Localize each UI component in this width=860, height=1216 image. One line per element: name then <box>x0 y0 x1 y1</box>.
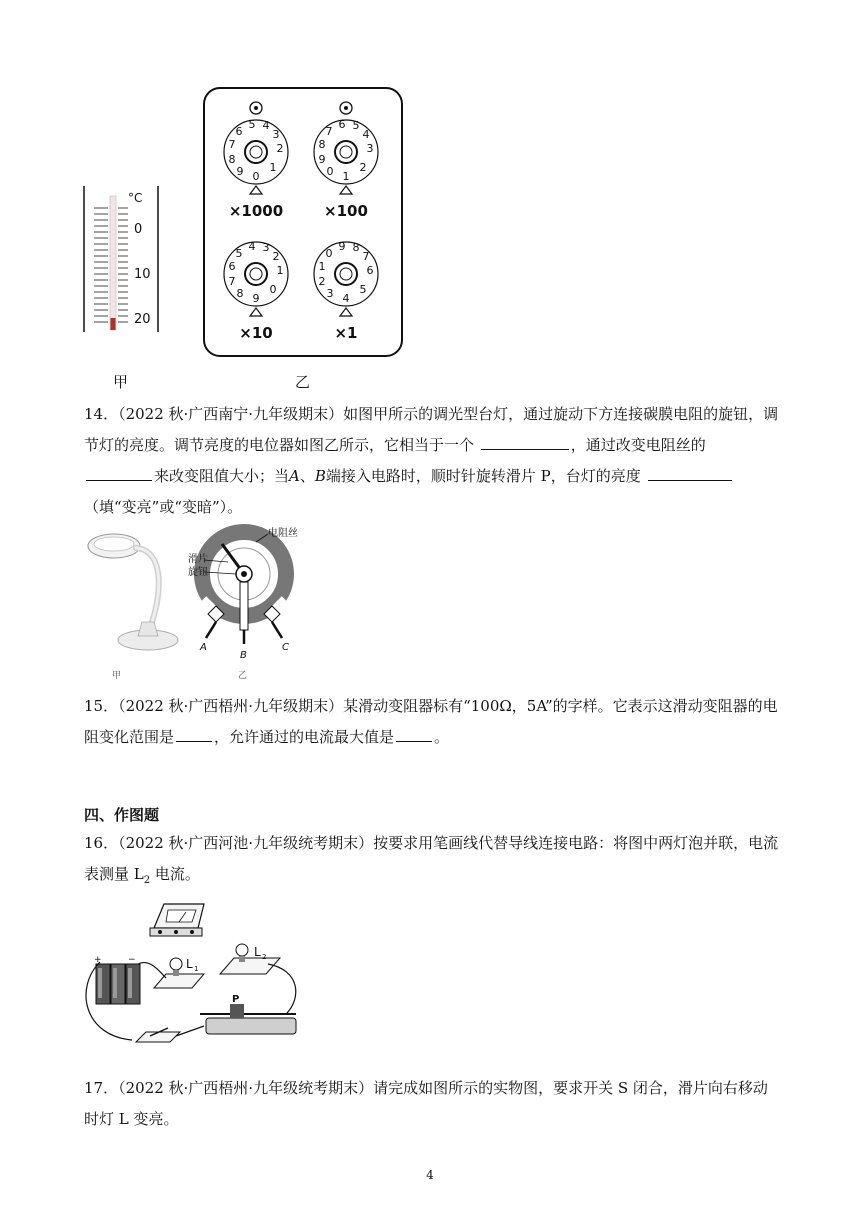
svg-text:2: 2 <box>359 161 367 174</box>
q16-text-a: 16．（2022 秋·广西河池·九年级统考期末）按要求用笔画线代替导线连接电路：将图中两灯泡并联，电流表测量 L <box>84 834 779 883</box>
svg-text:1: 1 <box>269 161 277 174</box>
q15-text-a: 15．（2022 秋·广西梧州·九年级期末）某滑动变阻器标有“100Ω，5A”的字样。它表示这滑动变阻器的电阻变化范围是 <box>84 697 778 746</box>
lamp-l1-label: L <box>186 957 193 971</box>
svg-text:3: 3 <box>272 128 280 141</box>
terminal-c: C <box>282 642 289 653</box>
svg-text:5: 5 <box>352 119 360 132</box>
svg-text:3: 3 <box>326 287 334 300</box>
caption-yi-q14: 乙 <box>238 671 248 681</box>
svg-text:2: 2 <box>276 142 284 155</box>
q14-text-b: ，通过改变电阻丝的 <box>570 436 706 454</box>
thermometer-drawing <box>80 180 170 340</box>
thermometer-unit: °C <box>128 191 143 205</box>
q14-var-a: A <box>289 467 300 485</box>
battery-plus: + <box>94 955 102 965</box>
lamp-potentiometer-drawing <box>84 522 324 682</box>
lamp-l2-sub: 2 <box>262 953 267 961</box>
resistance-box-figure <box>200 84 406 360</box>
q14-blank-2[interactable] <box>86 462 152 481</box>
q14-blank-1[interactable] <box>481 431 569 450</box>
q14-text-c: 来改变阻值大小；当 <box>154 467 290 485</box>
q16-circuit-figure <box>80 898 312 1068</box>
caption-jia-top: 甲 <box>113 373 129 391</box>
svg-text:7: 7 <box>228 275 236 288</box>
svg-text:8: 8 <box>236 287 244 300</box>
svg-text:0: 0 <box>269 283 277 296</box>
q15-text-c: 。 <box>434 728 450 746</box>
rheostat-slider-label: P <box>232 994 240 1005</box>
knob-label-10: ×10 <box>239 324 273 342</box>
svg-text:0: 0 <box>326 165 334 178</box>
svg-text:7: 7 <box>228 138 236 151</box>
svg-text:7: 7 <box>325 125 333 138</box>
q15-text-b: ，允许通过的电流最大值是 <box>214 728 395 746</box>
lamp-l1-sub: 1 <box>194 965 199 973</box>
question-15 <box>84 691 780 753</box>
svg-text:4: 4 <box>342 292 350 305</box>
q14-var-b: B <box>314 467 326 485</box>
svg-text:4: 4 <box>362 128 370 141</box>
page-number: 4 <box>426 1168 434 1182</box>
lamp-l2-label: L <box>254 945 261 959</box>
terminal-a: A <box>200 642 207 653</box>
knob-label-1: ×1 <box>334 324 358 342</box>
q14-text-e: （填“变亮”或“变暗”）。 <box>84 498 243 516</box>
circuit-drawing <box>80 898 312 1068</box>
svg-text:4: 4 <box>248 240 256 253</box>
svg-text:1: 1 <box>318 260 326 273</box>
battery-minus: − <box>128 955 136 965</box>
knob-label-100: ×100 <box>324 202 368 220</box>
svg-text:5: 5 <box>359 283 367 296</box>
svg-text:2: 2 <box>318 275 326 288</box>
caption-yi-top: 乙 <box>295 373 311 391</box>
svg-text:1: 1 <box>276 264 284 277</box>
label-slider: 滑片 <box>188 554 208 565</box>
svg-text:3: 3 <box>262 241 270 254</box>
svg-text:9: 9 <box>236 165 244 178</box>
thermometer-tick-10: 10 <box>134 267 151 282</box>
svg-text:6: 6 <box>235 125 243 138</box>
caption-jia-q14: 甲 <box>112 671 122 681</box>
svg-text:8: 8 <box>318 138 326 151</box>
q15-blank-2[interactable] <box>396 723 432 742</box>
svg-text:8: 8 <box>352 241 360 254</box>
svg-text:0: 0 <box>325 247 333 260</box>
q14-text-d: 端接入电路时，顺时针旋转滑片 P，台灯的亮度 <box>325 467 641 485</box>
svg-text:2: 2 <box>272 250 280 263</box>
terminal-b: B <box>240 650 247 661</box>
q14-text-a: 14．（2022 秋·广西南宁·九年级期末）如图甲所示的调光型台灯，通过旋动下方连接碳膜电阻的旋钮，调节灯的亮度。调节亮度的电位器如图乙所示，它相当于一个 <box>84 405 779 454</box>
svg-text:6: 6 <box>338 118 346 131</box>
section-title: 四、作图题 <box>84 806 160 824</box>
svg-text:0: 0 <box>252 170 260 183</box>
svg-text:8: 8 <box>228 153 236 166</box>
q15-blank-1[interactable] <box>176 723 212 742</box>
svg-text:9: 9 <box>338 240 346 253</box>
question-16 <box>84 828 780 896</box>
svg-text:3: 3 <box>366 142 374 155</box>
resistance-box-drawing <box>200 84 406 360</box>
thermometer-tick-20: 20 <box>134 312 151 327</box>
svg-text:5: 5 <box>235 247 243 260</box>
svg-text:7: 7 <box>362 250 370 263</box>
thermometer-tick-0: 0 <box>134 222 143 237</box>
q14-figure <box>84 522 324 682</box>
q16-text-b: 电流。 <box>150 865 200 883</box>
question-17 <box>84 1073 780 1135</box>
svg-text:5: 5 <box>248 118 256 131</box>
knob-label-1000: ×1000 <box>228 202 284 220</box>
svg-text:9: 9 <box>318 153 326 166</box>
svg-text:4: 4 <box>262 119 270 132</box>
svg-text:6: 6 <box>228 260 236 273</box>
svg-text:1: 1 <box>342 170 350 183</box>
q17-text: 17．（2022 秋·广西梧州·九年级统考期末）请完成如图所示的实物图，要求开关 S 闭合，滑片向右移动时灯 L 变亮。 <box>84 1079 768 1128</box>
label-knob: 旋钮 <box>188 567 208 578</box>
q16-sub: 2 <box>143 875 151 886</box>
q14-sep: 、 <box>299 467 315 485</box>
question-14 <box>84 399 780 523</box>
q14-blank-3[interactable] <box>648 462 732 481</box>
thermometer-figure <box>80 180 170 340</box>
label-resistance-wire: 电阻丝 <box>268 528 298 539</box>
svg-text:6: 6 <box>366 264 374 277</box>
svg-text:9: 9 <box>252 292 260 305</box>
